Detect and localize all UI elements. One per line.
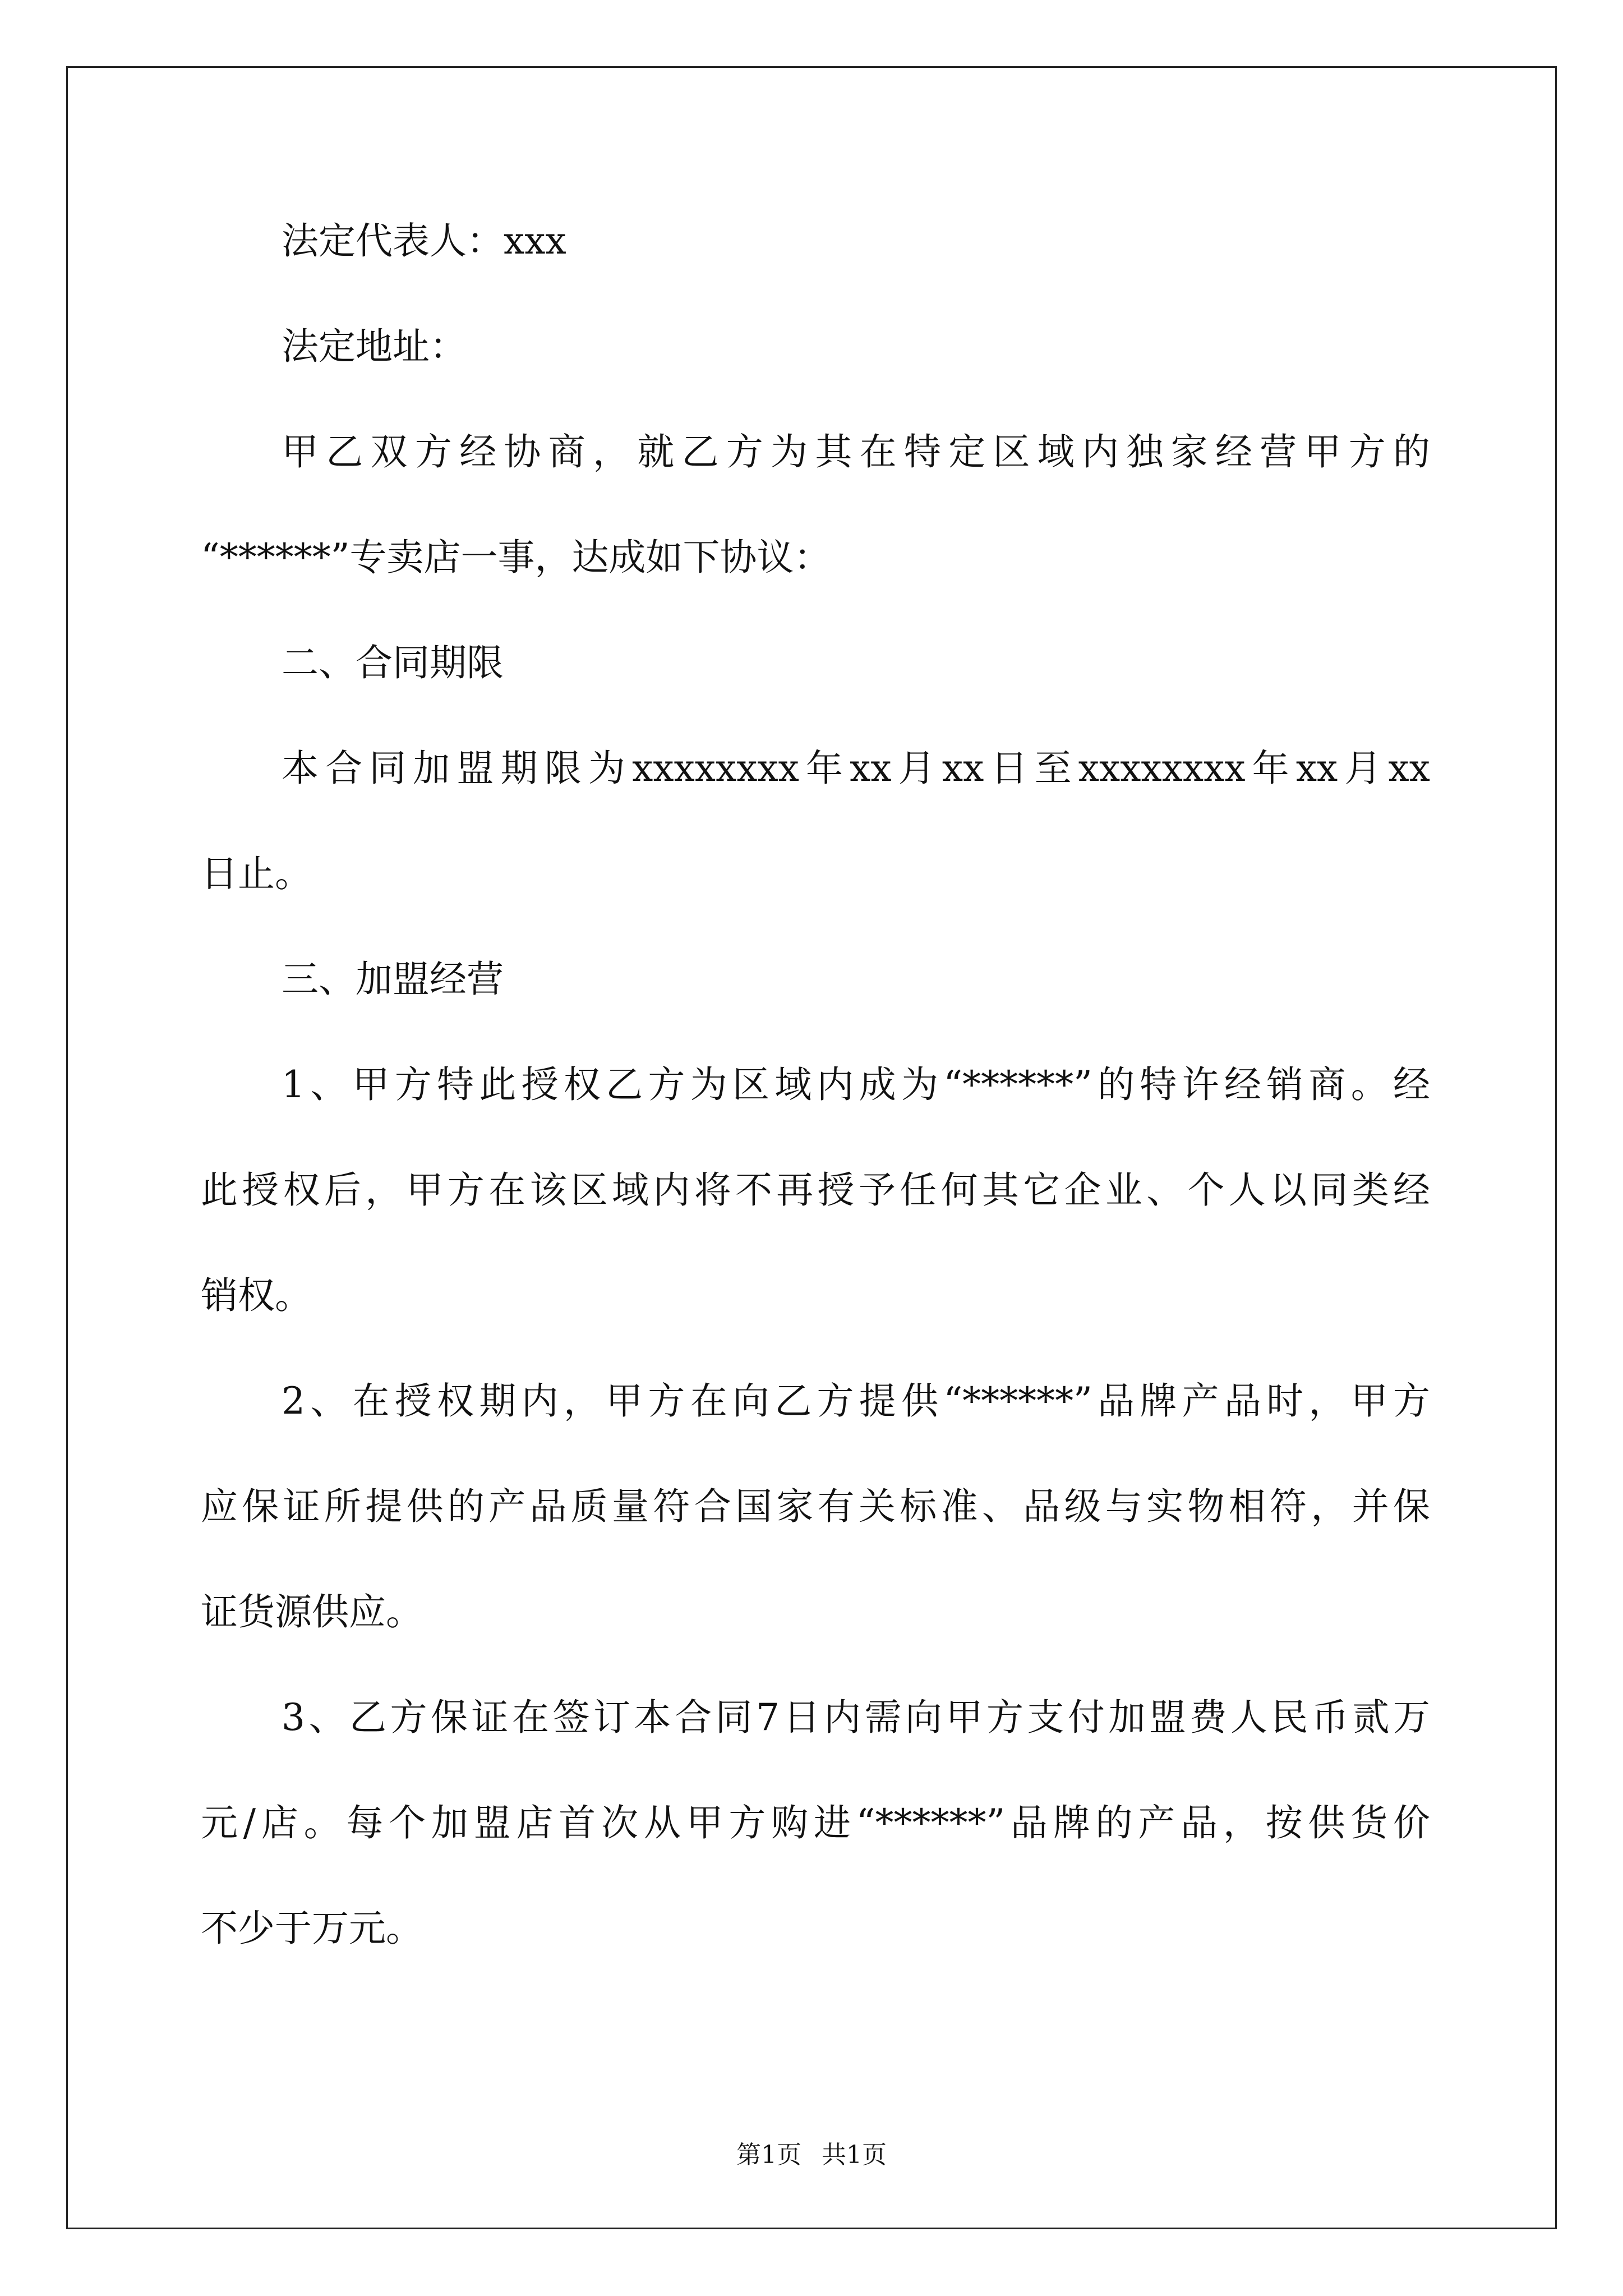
clause-3-line-3: 不少于万元。 bbox=[201, 1907, 423, 1950]
clause-1-line-2: 此授权后，甲方在该区域内将不再授予任何其它企业、个人以同类经 bbox=[201, 1168, 1430, 1212]
page-number-current: 第1页 bbox=[736, 2141, 801, 2169]
section-heading-contract-term: 二、合同期限 bbox=[282, 641, 504, 684]
clause-2-line-2: 应保证所提供的产品质量符合国家有关标准、品级与实物相符，并保 bbox=[201, 1485, 1430, 1528]
paragraph-intro-line-1: 甲乙双方经协商，就乙方为其在特定区域内独家经营甲方的 bbox=[282, 430, 1430, 473]
clause-2-line-3: 证货源供应。 bbox=[201, 1590, 423, 1634]
clause-1-line-1: 1、甲方特此授权乙方为区域内成为“******”的特许经销商。经 bbox=[282, 1063, 1430, 1106]
clause-1-line-3: 销权。 bbox=[201, 1274, 312, 1317]
paragraph-intro-line-2: “******”专卖店一事，达成如下协议： bbox=[201, 536, 831, 579]
page-number-total: 共1页 bbox=[822, 2141, 887, 2169]
clause-3-line-2: 元/店。每个加盟店首次从甲方购进“******”品牌的产品，按供货价 bbox=[201, 1801, 1430, 1844]
section-heading-franchise-operation: 三、加盟经营 bbox=[282, 958, 504, 1001]
legal-address-line: 法定地址： bbox=[282, 325, 467, 368]
paragraph-term-line-2: 日止。 bbox=[201, 852, 312, 895]
legal-representative-line: 法定代表人：xxx bbox=[282, 219, 566, 263]
clause-2-line-1: 2、在授权期内，甲方在向乙方提供“******”品牌产品时，甲方 bbox=[282, 1379, 1430, 1423]
paragraph-term-line-1: 本合同加盟期限为xxxxxxxx年xx月xx日至xxxxxxxx年xx月xx bbox=[282, 747, 1430, 790]
clause-3-line-1: 3、乙方保证在签订本合同7日内需向甲方支付加盟费人民币贰万 bbox=[282, 1696, 1430, 1739]
page-footer bbox=[0, 2138, 1623, 2172]
